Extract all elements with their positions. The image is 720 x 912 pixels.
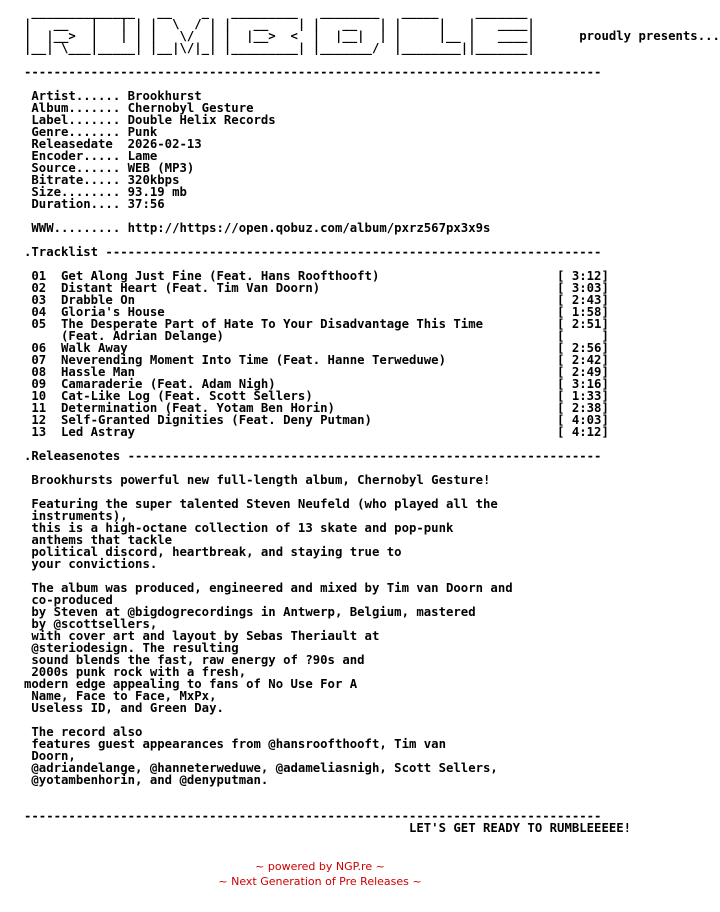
nfo-text-block [24,6,720,834]
nfo-line: your convictions. [24,557,158,571]
nfo-line: | __ | | | | \ / | | __ | | __ | | | | ____| [24,17,535,31]
footer-powered-by[interactable] [0,860,640,874]
nfo-line: Featuring the super talented Steven Neufeld (who played all the [24,497,498,511]
nfo-line: 11 Determination (Feat. Yotam Ben Horin) [ 2:38] [24,401,609,415]
nfo-line: instruments), [24,509,128,523]
nfo-line: @steriodesign. The resulting [24,641,239,655]
nfo-line: (Feat. Adrian Delange) [ ] [24,329,609,343]
nfo-line: by @scottsellers, [24,617,158,631]
nfo-line: Size........ 93.19 mb [24,185,187,199]
nfo-line: Duration.... 37:56 [24,197,165,211]
footer-tagline[interactable] [0,875,640,889]
nfo-line: co-produced [24,593,113,607]
nfo-line: Bitrate..... 320kbps [24,173,180,187]
nfo-line: The album was produced, engineered and mixed by Tim van Doorn and [24,581,513,595]
nfo-line: 12 Self-Granted Dignities (Feat. Deny Putman) [ 4:03] [24,413,609,427]
tagline-link[interactable]: ~ Next Generation of Pre Releases ~ [218,875,422,888]
nfo-line: 10 Cat-Like Log (Feat. Scott Sellers) [ 1:33] [24,389,609,403]
nfo-line: political discord, heartbreak, and staying true to [24,545,402,559]
nfo-line: ______________ __ _ _________ ________ _____ _______ [24,5,528,19]
nfo-line: LET'S GET READY TO RUMBLEEEEE! [24,821,632,835]
nfo-line: Doorn, [24,749,76,763]
nfo-line: Brookhursts powerful new full-length album, Chernobyl Gesture! [24,473,491,487]
nfo-line: The record also [24,725,143,739]
nfo-line: Label....... Double Helix Records [24,113,276,127]
nfo-line: Artist...... Brookhurst [24,89,202,103]
nfo-line: 2000s punk rock with a fresh, [24,665,247,679]
nfo-line: 05 The Desperate Part of Hate To Your Disadvantage This Time [ 2:51] [24,317,609,331]
nfo-line: .Releasenotes ---------------------------------------------------------------- [24,449,602,463]
nfo-line: 06 Walk Away [ 2:56] [24,341,609,355]
nfo-line: sound blends the fast, raw energy of ?90s and [24,653,365,667]
nfo-line: 08 Hassle Man [ 2:49] [24,365,609,379]
nfo-line: 09 Camaraderie (Feat. Adam Nigh) [ 3:16] [24,377,609,391]
nfo-line: @yotambenhorin, and @denyputman. [24,773,269,787]
nfo-line: 04 Gloria's House [ 1:58] [24,305,609,319]
nfo-line: 03 Drabble On [ 2:43] [24,293,609,307]
nfo-line: this is a high-octane collection of 13 skate and pop-punk [24,521,454,535]
nfo-line: 02 Distant Heart (Feat. Tim Van Doorn) [ 3:03] [24,281,609,295]
nfo-line: 13 Led Astray [ 4:12] [24,425,609,439]
nfo-line: Name, Face to Face, MxPx, [24,689,217,703]
nfo-line: .Tracklist ------------------------------------------------------------------- [24,245,602,259]
nfo-line: 01 Get Along Just Fine (Feat. Hans Roofthooft) [ 3:12] [24,269,609,283]
nfo-line: Releasedate 2026-02-13 [24,137,202,151]
nfo-line: ------------------------------------------------------------------------------ [24,65,602,79]
nfo-line: Album....... Chernobyl Gesture [24,101,254,115]
nfo-line: Source...... WEB (MP3) [24,161,195,175]
nfo-line[interactable]: WWW......... http://https://open.qobuz.com/album/pxrz567px3x9s [24,221,491,235]
nfo-line: |__| \___|_____| |__|\/|_| |_________| |_______/ |________||_______| [24,41,535,55]
nfo-line: features guest appearances from @hansroofthooft, Tim van [24,737,446,751]
nfo-line: | |__> | | | | \/ | | |__> < | |__| | | |__ | ____| proudly presents... [24,29,720,43]
nfo-line: by Steven at @bigdogrecordings in Antwerp, Belgium, mastered [24,605,476,619]
nfo-line: Genre....... Punk [24,125,158,139]
nfo-line: modern edge appealing to fans of No Use For A [24,677,358,691]
nfo-line: @adriandelange, @hanneterweduwe, @adameliasnigh, Scott Sellers, [24,761,498,775]
powered-by-link[interactable]: ~ powered by NGP.re ~ [255,860,385,873]
nfo-line: with cover art and layout by Sebas Theriault at [24,629,380,643]
nfo-line: 07 Neverending Moment Into Time (Feat. Hanne Terweduwe) [ 2:42] [24,353,609,367]
nfo-line: Useless ID, and Green Day. [24,701,224,715]
nfo-line: ------------------------------------------------------------------------------ [24,809,602,823]
nfo-line: Encoder..... Lame [24,149,158,163]
nfo-line: anthems that tackle [24,533,173,547]
